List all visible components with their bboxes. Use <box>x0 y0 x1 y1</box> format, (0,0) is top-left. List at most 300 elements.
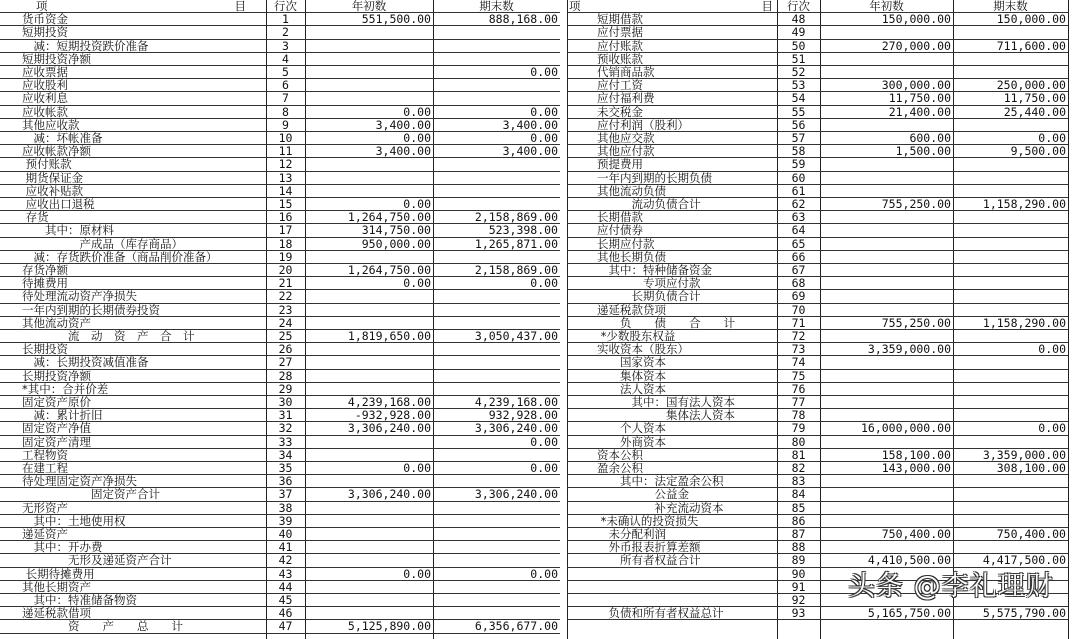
begin-value: 1,500.00 <box>820 145 953 158</box>
item-label: 法人资本 <box>567 383 777 396</box>
item-label: 短期借款 <box>567 13 777 26</box>
begin-value: 150,000.00 <box>820 13 953 26</box>
item-label: 固定资产原价 <box>0 396 266 409</box>
end-value: 3,306,240.00 <box>433 422 560 435</box>
item-label: 长期负债合计 <box>567 290 777 303</box>
line-number: 37 <box>266 488 305 501</box>
item-label: 短期投资 <box>0 26 266 39</box>
liability-row <box>0 92 1072 105</box>
end-value: 0.00 <box>433 106 560 119</box>
line-number: 82 <box>777 462 820 475</box>
line-number: 69 <box>777 290 820 303</box>
item-label: 流 动 资 产 合 计 <box>0 330 266 343</box>
line-number: 22 <box>266 290 305 303</box>
end-value <box>953 158 1068 171</box>
line-number: 83 <box>777 475 820 488</box>
item-label: 产成品（库存商品） <box>0 238 266 251</box>
liability-row <box>0 264 1072 277</box>
line-number: 26 <box>266 343 305 356</box>
item-label: 所有者权益合计 <box>567 554 777 567</box>
line-number: 42 <box>266 554 305 567</box>
liability-row <box>0 409 1072 422</box>
item-label: 其中：国有法人资本 <box>567 396 777 409</box>
item-label: 其他长期资产 <box>0 581 266 594</box>
begin-value: 950,000.00 <box>305 238 433 251</box>
line-number: 86 <box>777 515 820 528</box>
watermark: 头条 @李礼理财 <box>848 571 1054 602</box>
begin-value <box>820 238 953 251</box>
item-label: 流动负债合计 <box>567 198 777 211</box>
line-number: 50 <box>777 40 820 53</box>
end-value: 711,600.00 <box>953 40 1068 53</box>
end-value: 250,000.00 <box>953 79 1068 92</box>
liability-row <box>0 607 1072 620</box>
begin-value <box>820 502 953 515</box>
item-label: 应付工资 <box>567 79 777 92</box>
item-label <box>567 568 777 581</box>
item-label: 待处理流动资产净损失 <box>0 290 266 303</box>
begin-value <box>820 26 953 39</box>
item-label: 个人资本 <box>567 422 777 435</box>
asset-row <box>0 620 1072 633</box>
liability-row <box>0 554 1072 567</box>
item-label: 待处理固定资产净损失 <box>0 475 266 488</box>
item-label: 固定资产净值 <box>0 422 266 435</box>
item-label: 补充流动资本 <box>567 502 777 515</box>
end-value <box>953 26 1068 39</box>
liability-row <box>0 488 1072 501</box>
line-number: 31 <box>266 409 305 422</box>
end-value: 5,575,790.00 <box>953 607 1068 620</box>
liability-row <box>0 502 1072 515</box>
end-value <box>953 238 1068 251</box>
end-value: 308,100.00 <box>953 462 1068 475</box>
liability-row <box>0 304 1072 317</box>
begin-value: 0.00 <box>305 198 433 211</box>
item-label: 应付利润（股利） <box>567 119 777 132</box>
end-value <box>953 488 1068 501</box>
begin-value <box>820 475 953 488</box>
item-label: 存货 <box>0 211 266 224</box>
header-end: 期末数 <box>433 0 560 13</box>
liability-row <box>0 370 1072 383</box>
end-value <box>953 330 1068 343</box>
begin-value <box>820 119 953 132</box>
liability-row <box>0 317 1072 330</box>
begin-value: 158,100.00 <box>820 449 953 462</box>
liability-row <box>0 158 1072 171</box>
line-number: 59 <box>777 158 820 171</box>
item-label: *未确认的投资损失 <box>567 515 777 528</box>
item-label: 应收出口退税 <box>0 198 266 211</box>
end-value: 150,000.00 <box>953 13 1068 26</box>
begin-value <box>820 356 953 369</box>
line-number: 40 <box>266 528 305 541</box>
begin-value: 0.00 <box>305 568 433 581</box>
begin-value <box>820 541 953 554</box>
line-number: 7 <box>266 92 305 105</box>
item-label: 应收利息 <box>0 92 266 105</box>
line-number: 62 <box>777 198 820 211</box>
line-number: 79 <box>777 422 820 435</box>
begin-value: 270,000.00 <box>820 40 953 53</box>
item-label: 集体资本 <box>567 370 777 383</box>
line-number: 53 <box>777 79 820 92</box>
begin-value: 600.00 <box>820 132 953 145</box>
item-label: 其他流动资产 <box>0 317 266 330</box>
liability-row <box>0 79 1072 92</box>
line-number: 29 <box>266 383 305 396</box>
item-label: 公益金 <box>567 488 777 501</box>
item-label: 期货保证金 <box>0 172 266 185</box>
line-number: 18 <box>266 238 305 251</box>
end-value <box>953 185 1068 198</box>
line-number: 27 <box>266 356 305 369</box>
item-label: 未交税金 <box>567 106 777 119</box>
item-label: 其他应付款 <box>567 145 777 158</box>
line-number: 38 <box>266 502 305 515</box>
begin-value: 1,819,650.00 <box>305 330 433 343</box>
begin-value <box>820 277 953 290</box>
end-value <box>953 383 1068 396</box>
item-label: 长期投资 <box>0 343 266 356</box>
line-number: 4 <box>266 53 305 66</box>
begin-value <box>820 370 953 383</box>
item-label: 应付福利费 <box>567 92 777 105</box>
begin-value <box>820 515 953 528</box>
begin-value: 4,239,168.00 <box>305 396 433 409</box>
header-begin: 年初数 <box>305 0 433 13</box>
begin-value: 1,264,750.00 <box>305 211 433 224</box>
item-label: 无形及递延资产合计 <box>0 554 266 567</box>
liability-row <box>0 422 1072 435</box>
item-label: 无形资产 <box>0 502 266 515</box>
begin-value: 3,400.00 <box>305 145 433 158</box>
item-label: *其中：合并价差 <box>0 383 266 396</box>
liability-row <box>0 356 1072 369</box>
item-label <box>567 594 777 607</box>
line-number: 77 <box>777 396 820 409</box>
item-label: 负债和所有者权益总计 <box>567 607 777 620</box>
line-number: 67 <box>777 264 820 277</box>
item-label: 其中：特准储备物资 <box>0 594 266 607</box>
line-number: 75 <box>777 370 820 383</box>
item-label: 外商资本 <box>567 436 777 449</box>
begin-value: 0.00 <box>305 277 433 290</box>
item-label: 固定资产合计 <box>0 488 266 501</box>
line-number: 73 <box>777 343 820 356</box>
liability-row <box>0 211 1072 224</box>
liability-row <box>0 238 1072 251</box>
item-label <box>567 581 777 594</box>
begin-value: 551,500.00 <box>305 13 433 26</box>
liability-row <box>0 53 1072 66</box>
line-number: 9 <box>266 119 305 132</box>
header-end-r: 期末数 <box>953 0 1068 13</box>
item-label: 长期借款 <box>567 211 777 224</box>
liability-row <box>0 290 1072 303</box>
line-number: 19 <box>266 251 305 264</box>
end-value: 3,400.00 <box>433 145 560 158</box>
end-value: 0.00 <box>433 132 560 145</box>
item-label: 递延税款贷项 <box>567 304 777 317</box>
end-value <box>953 66 1068 79</box>
line-number: 47 <box>266 620 305 633</box>
line-number: 63 <box>777 211 820 224</box>
liability-row <box>0 66 1072 79</box>
end-value: 1,265,871.00 <box>433 238 560 251</box>
line-number: 28 <box>266 370 305 383</box>
item-label: 减：存货跌价准备（商品削价准备） <box>0 251 266 264</box>
item-label: 在建工程 <box>0 462 266 475</box>
begin-value: 5,125,890.00 <box>305 620 433 633</box>
begin-value: 0.00 <box>305 132 433 145</box>
item-label: 减：坏帐准备 <box>0 132 266 145</box>
header-item-right-r: 目 <box>597 0 777 13</box>
line-number: 3 <box>266 40 305 53</box>
begin-value <box>820 290 953 303</box>
end-value <box>953 264 1068 277</box>
line-number: 1 <box>266 13 305 26</box>
begin-value <box>820 264 953 277</box>
line-number: 56 <box>777 119 820 132</box>
line-number: 36 <box>266 475 305 488</box>
end-value: 1,158,290.00 <box>953 198 1068 211</box>
begin-value: 0.00 <box>305 106 433 119</box>
item-label: 长期应付款 <box>567 238 777 251</box>
line-number: 30 <box>266 396 305 409</box>
liability-row <box>0 462 1072 475</box>
end-value: 4,417,500.00 <box>953 554 1068 567</box>
end-value <box>953 277 1068 290</box>
end-value <box>953 436 1068 449</box>
item-label: 减：累计折旧 <box>0 409 266 422</box>
line-number: 11 <box>266 145 305 158</box>
line-number: 74 <box>777 356 820 369</box>
liability-row <box>0 198 1072 211</box>
item-label: 应收补贴款 <box>0 185 266 198</box>
item-label: 减：长期投资减值准备 <box>0 356 266 369</box>
line-number: 17 <box>266 224 305 237</box>
line-number: 66 <box>777 251 820 264</box>
begin-value: 5,165,750.00 <box>820 607 953 620</box>
line-number: 20 <box>266 264 305 277</box>
line-number: 14 <box>266 185 305 198</box>
begin-value <box>820 211 953 224</box>
end-value: 0.00 <box>433 277 560 290</box>
begin-value <box>820 383 953 396</box>
item-label: 外币报表折算差额 <box>567 541 777 554</box>
line-number: 89 <box>777 554 820 567</box>
item-label: 应付票据 <box>567 26 777 39</box>
end-value: 25,440.00 <box>953 106 1068 119</box>
begin-value: 755,250.00 <box>820 317 953 330</box>
end-value <box>953 370 1068 383</box>
line-number: 54 <box>777 92 820 105</box>
line-number: 85 <box>777 502 820 515</box>
line-number: 87 <box>777 528 820 541</box>
item-label: 固定资产清理 <box>0 436 266 449</box>
line-number: 33 <box>266 436 305 449</box>
liability-row <box>0 515 1072 528</box>
liability-row <box>0 26 1072 39</box>
end-value: 0.00 <box>953 422 1068 435</box>
liability-row <box>0 145 1072 158</box>
begin-value <box>820 436 953 449</box>
line-number: 92 <box>777 594 820 607</box>
line-number: 51 <box>777 53 820 66</box>
line-number: 5 <box>266 66 305 79</box>
item-label: 应付账款 <box>567 40 777 53</box>
item-label: 代销商品款 <box>567 66 777 79</box>
item-label: 负 债 合 计 <box>567 317 777 330</box>
item-label: 预付账款 <box>0 158 266 171</box>
liability-row <box>0 436 1072 449</box>
begin-value: 16,000,000.00 <box>820 422 953 435</box>
end-value: 3,050,437.00 <box>433 330 560 343</box>
begin-value <box>820 53 953 66</box>
begin-value: 143,000.00 <box>820 462 953 475</box>
item-label: 存货净额 <box>0 264 266 277</box>
line-number: 52 <box>777 66 820 79</box>
liability-row <box>0 106 1072 119</box>
end-value: 3,400.00 <box>433 119 560 132</box>
liability-row <box>0 251 1072 264</box>
line-number: 93 <box>777 607 820 620</box>
begin-value <box>820 488 953 501</box>
end-value: 9,500.00 <box>953 145 1068 158</box>
item-label: 一年内到期的长期债券投资 <box>0 304 266 317</box>
item-label: 应收帐款 <box>0 106 266 119</box>
line-number: 23 <box>266 304 305 317</box>
line-number: 16 <box>266 211 305 224</box>
line-number: 81 <box>777 449 820 462</box>
line-number: 43 <box>266 568 305 581</box>
item-label: 应收股利 <box>0 79 266 92</box>
line-number: 48 <box>777 13 820 26</box>
liability-row <box>0 383 1072 396</box>
line-number: 55 <box>777 106 820 119</box>
begin-value: 300,000.00 <box>820 79 953 92</box>
end-value <box>953 290 1068 303</box>
line-number: 71 <box>777 317 820 330</box>
end-value: 3,359,000.00 <box>953 449 1068 462</box>
line-number: 24 <box>266 317 305 330</box>
item-label: 国家资本 <box>567 356 777 369</box>
item-label: 递延资产 <box>0 528 266 541</box>
item-label: 长期待摊费用 <box>0 568 266 581</box>
liability-row <box>0 541 1072 554</box>
line-number: 8 <box>266 106 305 119</box>
end-value <box>953 541 1068 554</box>
begin-value <box>820 251 953 264</box>
item-label: 其中：土地使用权 <box>0 515 266 528</box>
item-label: 其中：原材料 <box>0 224 266 237</box>
begin-value <box>820 185 953 198</box>
liability-row <box>0 475 1072 488</box>
item-label: 实收资本（股东） <box>567 343 777 356</box>
begin-value: 3,306,240.00 <box>305 488 433 501</box>
end-value <box>953 53 1068 66</box>
end-value: 2,158,869.00 <box>433 211 560 224</box>
end-value <box>953 396 1068 409</box>
liability-row <box>0 277 1072 290</box>
item-label: 其中：法定盈余公积 <box>567 475 777 488</box>
item-label: 专项应付款 <box>567 277 777 290</box>
begin-value: 3,306,240.00 <box>305 422 433 435</box>
begin-value <box>820 158 953 171</box>
end-value <box>953 515 1068 528</box>
item-label: 短期投资净额 <box>0 53 266 66</box>
item-label: 其他应收款 <box>0 119 266 132</box>
begin-value: 0.00 <box>305 462 433 475</box>
line-number: 70 <box>777 304 820 317</box>
begin-value: 21,400.00 <box>820 106 953 119</box>
end-value <box>953 211 1068 224</box>
item-label: 资本公积 <box>567 449 777 462</box>
end-value: 932,928.00 <box>433 409 560 422</box>
liability-row <box>0 343 1072 356</box>
begin-value: 3,359,000.00 <box>820 343 953 356</box>
end-value: 6,356,677.00 <box>433 620 560 633</box>
liability-row <box>0 528 1072 541</box>
line-number: 15 <box>266 198 305 211</box>
liability-row <box>0 330 1072 343</box>
item-label: 预提费用 <box>567 158 777 171</box>
end-value: 0.00 <box>953 132 1068 145</box>
end-value: 3,306,240.00 <box>433 488 560 501</box>
end-value <box>953 356 1068 369</box>
item-label: 应收票据 <box>0 66 266 79</box>
line-number: 80 <box>777 436 820 449</box>
item-label: 其他长期负债 <box>567 251 777 264</box>
begin-value: 4,410,500.00 <box>820 554 953 567</box>
item-label: 长期投资净额 <box>0 370 266 383</box>
begin-value <box>820 396 953 409</box>
item-label: *少数股东权益 <box>567 330 777 343</box>
begin-value <box>820 66 953 79</box>
begin-value: 314,750.00 <box>305 224 433 237</box>
item-label: 待摊费用 <box>0 277 266 290</box>
item-label: 货币资金 <box>0 13 266 26</box>
line-number: 84 <box>777 488 820 501</box>
begin-value: -932,928.00 <box>305 409 433 422</box>
line-number: 25 <box>266 330 305 343</box>
header-item-right: 目 <box>60 0 266 13</box>
line-number: 39 <box>266 515 305 528</box>
end-value: 0.00 <box>433 436 560 449</box>
end-value <box>953 251 1068 264</box>
line-number: 21 <box>266 277 305 290</box>
liability-row <box>0 185 1072 198</box>
header-line-no: 行次 <box>266 0 305 13</box>
end-value: 4,239,168.00 <box>433 396 560 409</box>
end-value: 0.00 <box>433 462 560 475</box>
item-label: 应付债券 <box>567 224 777 237</box>
liability-row <box>0 172 1072 185</box>
end-value: 1,158,290.00 <box>953 317 1068 330</box>
begin-value <box>820 330 953 343</box>
end-value: 0.00 <box>433 66 560 79</box>
end-value: 750,400.00 <box>953 528 1068 541</box>
item-label: 工程物资 <box>0 449 266 462</box>
begin-value: 11,750.00 <box>820 92 953 105</box>
begin-value <box>820 304 953 317</box>
item-label: 预收账款 <box>567 53 777 66</box>
line-number: 49 <box>777 26 820 39</box>
item-label: 其中：特种储备资金 <box>567 264 777 277</box>
item-label: 资 产 总 计 <box>0 620 266 633</box>
